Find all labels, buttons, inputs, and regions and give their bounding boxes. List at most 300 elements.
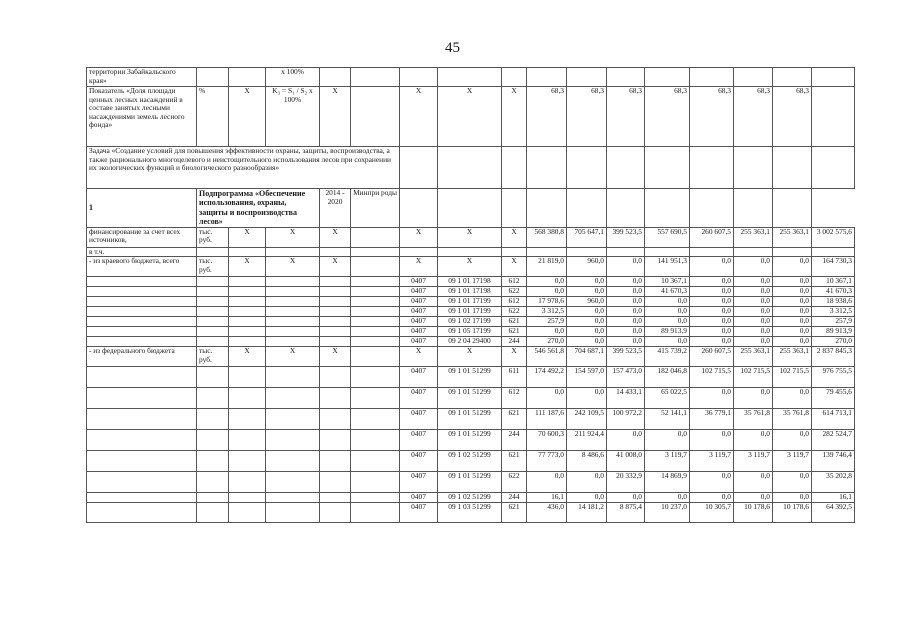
table-cell: 0407 <box>400 493 438 503</box>
table-cell: 399 523,5 <box>607 347 645 367</box>
table-cell: 09 1 01 51299 <box>438 409 502 430</box>
table-cell <box>351 297 400 307</box>
table-cell: 18 938,6 <box>812 297 855 307</box>
table-cell: 68,3 <box>607 87 645 147</box>
table-cell: 0,0 <box>690 430 734 451</box>
table-cell: 244 <box>502 493 527 503</box>
table-cell: 705 647,1 <box>567 227 607 247</box>
table-cell <box>229 409 266 430</box>
table-cell: 612 <box>502 297 527 307</box>
table-cell <box>607 147 645 189</box>
table-cell: 0,0 <box>607 257 645 277</box>
table-cell: 68,3 <box>645 87 690 147</box>
table-cell: 0,0 <box>773 257 812 277</box>
table-cell: 141 951,3 <box>645 257 690 277</box>
table-cell <box>197 327 229 337</box>
table-cell: 100 972,2 <box>607 409 645 430</box>
table-cell <box>351 68 400 87</box>
table-row <box>87 68 855 87</box>
table-cell: X <box>266 257 320 277</box>
table-cell <box>266 327 320 337</box>
table-cell <box>400 189 438 228</box>
table-cell <box>197 367 229 388</box>
table-row <box>87 297 855 307</box>
table-cell: X <box>400 87 438 147</box>
table-cell: X <box>229 257 266 277</box>
table-cell: 41 670,3 <box>812 287 855 297</box>
table-cell: 09 1 01 17199 <box>438 297 502 307</box>
table-cell <box>773 147 812 189</box>
table-cell: 270,0 <box>527 337 567 347</box>
table-cell: 621 <box>502 317 527 327</box>
table-cell: 3 312,5 <box>527 307 567 317</box>
table-cell: X <box>229 227 266 247</box>
table-cell <box>266 297 320 307</box>
table-cell: 09 2 04 29400 <box>438 337 502 347</box>
table-cell <box>734 147 773 189</box>
table-cell <box>645 247 690 257</box>
table-row <box>87 409 855 430</box>
table-row <box>87 367 855 388</box>
table-cell <box>320 367 351 388</box>
table-cell: Подпрограмма «Обеспечение использования, охраны, защиты и воспроизводства лесов» <box>197 189 320 228</box>
table-cell <box>645 68 690 87</box>
table-cell: 0,0 <box>645 430 690 451</box>
table-row <box>87 472 855 493</box>
table-cell: 0,0 <box>773 317 812 327</box>
table-cell: 0,0 <box>607 430 645 451</box>
table-cell <box>351 367 400 388</box>
table-cell <box>320 472 351 493</box>
table-cell <box>773 189 812 228</box>
table-cell: 182 046,8 <box>645 367 690 388</box>
budget-table <box>86 67 855 523</box>
table-cell <box>773 247 812 257</box>
table-cell: 0,0 <box>690 317 734 327</box>
table-row <box>87 287 855 297</box>
table-cell <box>266 287 320 297</box>
table-cell: X <box>320 227 351 247</box>
table-cell <box>567 68 607 87</box>
table-cell <box>266 337 320 347</box>
table-cell <box>229 297 266 307</box>
table-cell: 0,0 <box>527 472 567 493</box>
table-cell: 0,0 <box>645 317 690 327</box>
table-cell <box>87 307 197 317</box>
table-cell: 282 524,7 <box>812 430 855 451</box>
table-cell: 0,0 <box>690 327 734 337</box>
table-cell: 255 363,1 <box>734 227 773 247</box>
table-cell: 09 1 05 17199 <box>438 327 502 337</box>
table-cell: 0,0 <box>607 287 645 297</box>
table-cell: 2014 - 2020 <box>320 189 351 228</box>
table-cell <box>266 430 320 451</box>
table-cell <box>351 227 400 247</box>
table-cell: 8 486,6 <box>567 451 607 472</box>
table-cell: 70 600,3 <box>527 430 567 451</box>
table-cell: 0,0 <box>645 307 690 317</box>
table-cell <box>229 503 266 523</box>
table-cell: 14 181,2 <box>567 503 607 523</box>
table-cell: 622 <box>502 287 527 297</box>
table-cell <box>438 68 502 87</box>
table-cell: X <box>320 87 351 147</box>
table-cell: X <box>266 347 320 367</box>
table-cell: 0,0 <box>527 287 567 297</box>
table-cell: 0,0 <box>734 493 773 503</box>
table-cell <box>502 247 527 257</box>
table-cell <box>266 503 320 523</box>
table-cell: 65 022,5 <box>645 388 690 409</box>
table-cell: 0,0 <box>645 297 690 307</box>
table-cell: 244 <box>502 337 527 347</box>
table-cell: 09 1 01 51299 <box>438 472 502 493</box>
table-cell: 244 <box>502 430 527 451</box>
table-cell: X <box>266 227 320 247</box>
table-cell: 0,0 <box>567 472 607 493</box>
table-cell: 211 924,4 <box>567 430 607 451</box>
table-cell <box>229 68 266 87</box>
table-cell: 154 597,0 <box>567 367 607 388</box>
table-cell: 0,0 <box>607 327 645 337</box>
table-cell <box>197 247 229 257</box>
table-cell: X <box>400 227 438 247</box>
table-cell: 35 202,8 <box>812 472 855 493</box>
table-cell: 621 <box>502 503 527 523</box>
table-cell <box>87 409 197 430</box>
table-cell: 0,0 <box>773 297 812 307</box>
table-cell <box>607 68 645 87</box>
table-row <box>87 451 855 472</box>
table-cell <box>438 247 502 257</box>
table-cell: 111 187,6 <box>527 409 567 430</box>
table-cell <box>229 337 266 347</box>
table-cell <box>87 493 197 503</box>
table-cell <box>812 147 855 189</box>
table-cell: 14 869,9 <box>645 472 690 493</box>
table-cell <box>812 68 855 87</box>
table-cell: 260 607,5 <box>690 227 734 247</box>
table-cell: 0,0 <box>773 277 812 287</box>
table-cell: 36 779,1 <box>690 409 734 430</box>
table-cell: 0407 <box>400 503 438 523</box>
table-cell <box>197 503 229 523</box>
table-cell <box>87 327 197 337</box>
table-cell: 3 002 575,6 <box>812 227 855 247</box>
table-cell: 3 119,7 <box>690 451 734 472</box>
table-cell <box>320 430 351 451</box>
table-cell: 0,0 <box>527 388 567 409</box>
table-cell <box>645 189 690 228</box>
table-cell <box>197 68 229 87</box>
table-cell: 0,0 <box>734 277 773 287</box>
table-cell: 0,0 <box>734 297 773 307</box>
table-cell: 0,0 <box>773 327 812 337</box>
table-cell <box>351 409 400 430</box>
table-cell <box>87 287 197 297</box>
table-row <box>87 257 855 277</box>
table-cell <box>320 307 351 317</box>
table-cell: 8 875,4 <box>607 503 645 523</box>
table-cell: тыс. руб. <box>197 257 229 277</box>
table-cell: 3 119,7 <box>734 451 773 472</box>
table-cell: 0,0 <box>527 277 567 287</box>
table-cell: 64 392,5 <box>812 503 855 523</box>
table-cell <box>351 451 400 472</box>
table-cell <box>87 367 197 388</box>
table-cell: X <box>229 347 266 367</box>
table-cell: 35 761,8 <box>773 409 812 430</box>
table-cell: 614 713,1 <box>812 409 855 430</box>
table-cell: 0,0 <box>734 327 773 337</box>
table-cell: 0,0 <box>567 307 607 317</box>
table-cell: 09 1 03 51299 <box>438 503 502 523</box>
table-cell: 612 <box>502 388 527 409</box>
table-cell: 0,0 <box>773 472 812 493</box>
table-cell <box>502 68 527 87</box>
table-cell <box>400 147 438 189</box>
table-cell: 568 380,8 <box>527 227 567 247</box>
table-cell <box>197 317 229 327</box>
table-cell: 0,0 <box>607 277 645 287</box>
table-cell <box>527 189 567 228</box>
table-cell: 0,0 <box>567 287 607 297</box>
table-cell <box>266 367 320 388</box>
table-row <box>87 430 855 451</box>
table-cell: 3 119,7 <box>773 451 812 472</box>
table-cell: 0,0 <box>734 257 773 277</box>
table-cell: 257,9 <box>527 317 567 327</box>
table-row <box>87 388 855 409</box>
table-cell <box>197 493 229 503</box>
table-cell <box>229 451 266 472</box>
table-cell <box>229 287 266 297</box>
table-cell <box>645 147 690 189</box>
table-cell: 0,0 <box>527 327 567 337</box>
table-cell: 0,0 <box>734 472 773 493</box>
table-cell: 09 1 01 51299 <box>438 430 502 451</box>
table-cell <box>567 189 607 228</box>
table-cell <box>734 68 773 87</box>
table-cell: 622 <box>502 307 527 317</box>
table-cell: 68,3 <box>773 87 812 147</box>
table-cell <box>351 493 400 503</box>
table-cell: 0,0 <box>690 297 734 307</box>
table-cell: 16,1 <box>527 493 567 503</box>
table-cell: 0,0 <box>734 388 773 409</box>
table-cell: 68,3 <box>567 87 607 147</box>
table-cell: 0,0 <box>773 430 812 451</box>
table-cell <box>320 317 351 327</box>
table-cell <box>320 337 351 347</box>
table-cell: 0407 <box>400 327 438 337</box>
table-cell <box>812 87 855 147</box>
table-cell: 20 332,9 <box>607 472 645 493</box>
table-cell: - из федерального бюджета <box>87 347 197 367</box>
table-cell <box>87 317 197 327</box>
table-cell <box>351 317 400 327</box>
table-cell: 10 237,0 <box>645 503 690 523</box>
table-cell: 21 819,0 <box>527 257 567 277</box>
table-cell <box>351 388 400 409</box>
table-cell <box>87 277 197 287</box>
table-cell: 09 1 01 51299 <box>438 367 502 388</box>
table-cell: 0,0 <box>773 307 812 317</box>
table-cell: 0,0 <box>607 297 645 307</box>
table-cell: 0,0 <box>690 388 734 409</box>
table-cell: 242 109,5 <box>567 409 607 430</box>
table-cell <box>229 493 266 503</box>
table-cell <box>266 247 320 257</box>
table-cell <box>197 451 229 472</box>
table-cell: 0,0 <box>773 493 812 503</box>
table-cell: 0,0 <box>567 388 607 409</box>
table-cell <box>351 430 400 451</box>
table-cell: Минпри роды <box>351 189 400 228</box>
table-cell <box>400 247 438 257</box>
table-cell: 0407 <box>400 277 438 287</box>
table-cell <box>229 472 266 493</box>
table-cell: 0,0 <box>645 493 690 503</box>
table-cell: 0407 <box>400 297 438 307</box>
table-cell: 0,0 <box>607 493 645 503</box>
table-cell <box>320 503 351 523</box>
table-cell: 0,0 <box>690 257 734 277</box>
table-cell <box>87 451 197 472</box>
table-cell: 09 1 02 51299 <box>438 493 502 503</box>
table-cell <box>320 287 351 297</box>
table-cell: X <box>502 87 527 147</box>
table-row <box>87 189 855 228</box>
table-cell: 09 1 01 17198 <box>438 277 502 287</box>
table-cell: 960,0 <box>567 297 607 307</box>
table-cell: финансирование за счет всех источников, <box>87 227 197 247</box>
table-cell: X <box>400 257 438 277</box>
table-cell: 10 305,7 <box>690 503 734 523</box>
table-cell: Задача «Создание условий для повышения эффективности охраны, защиты, воспроизводства, а также рационального многоцелевого и неистощительного использования лесов при сохранении их экологических функций и биологического разнообразия» <box>87 147 400 189</box>
table-cell <box>229 388 266 409</box>
table-cell <box>351 503 400 523</box>
table-row <box>87 247 855 257</box>
table-cell: 0,0 <box>567 317 607 327</box>
table-cell <box>197 388 229 409</box>
table-cell: 0407 <box>400 367 438 388</box>
table-cell <box>320 297 351 307</box>
table-cell <box>266 451 320 472</box>
table-cell: 14 433,1 <box>607 388 645 409</box>
table-cell: 255 363,1 <box>773 347 812 367</box>
table-cell: X <box>438 257 502 277</box>
table-cell: 09 1 01 17199 <box>438 307 502 317</box>
table-cell <box>527 68 567 87</box>
table-cell <box>773 68 812 87</box>
table-row <box>87 493 855 503</box>
table-row <box>87 87 855 147</box>
table-row <box>87 503 855 523</box>
table-cell <box>320 493 351 503</box>
table-cell <box>197 472 229 493</box>
table-cell: X <box>502 347 527 367</box>
table-cell: 621 <box>502 451 527 472</box>
table-cell <box>351 287 400 297</box>
table-cell <box>567 147 607 189</box>
table-cell: 0,0 <box>734 307 773 317</box>
table-cell: 0407 <box>400 317 438 327</box>
table-cell <box>351 247 400 257</box>
table-cell <box>197 277 229 287</box>
table-cell <box>351 87 400 147</box>
table-cell: 102 715,5 <box>734 367 773 388</box>
table-cell <box>87 472 197 493</box>
table-cell: 0407 <box>400 388 438 409</box>
table-cell: 621 <box>502 409 527 430</box>
table-cell <box>812 247 855 257</box>
table-cell <box>197 307 229 317</box>
table-cell <box>229 367 266 388</box>
table-cell: 0,0 <box>690 493 734 503</box>
table-cell: 0,0 <box>567 337 607 347</box>
table-cell: 0,0 <box>567 277 607 287</box>
table-cell: Показатель «Доля площади ценных лесных насаждений в составе занятых лесными насаждениями земель лесного фонда» <box>87 87 197 147</box>
table-cell: X <box>438 347 502 367</box>
table-cell: 09 1 02 17199 <box>438 317 502 327</box>
table-cell <box>266 493 320 503</box>
table-cell: 0407 <box>400 430 438 451</box>
table-row <box>87 337 855 347</box>
table-cell: X <box>502 227 527 247</box>
table-cell: 157 473,0 <box>607 367 645 388</box>
table-cell: K₃ = S₁ / S₂ x 100% <box>266 87 320 147</box>
table-cell: тыс. руб. <box>197 347 229 367</box>
page-number: 45 <box>445 40 460 56</box>
table-cell: 0,0 <box>690 337 734 347</box>
table-cell <box>229 247 266 257</box>
table-cell: X <box>229 87 266 147</box>
table-cell <box>351 337 400 347</box>
table-cell: 622 <box>502 472 527 493</box>
table-cell: 0,0 <box>734 337 773 347</box>
table-cell <box>527 147 567 189</box>
table-cell <box>197 297 229 307</box>
table-cell <box>87 297 197 307</box>
table-cell: 0,0 <box>607 317 645 327</box>
table-cell <box>266 307 320 317</box>
table-cell: 41 008,0 <box>607 451 645 472</box>
table-cell: X <box>502 257 527 277</box>
table-cell <box>320 409 351 430</box>
table-cell <box>351 257 400 277</box>
table-cell <box>690 189 734 228</box>
table-cell: 0,0 <box>773 287 812 297</box>
table-cell: х 100% <box>266 68 320 87</box>
table-cell <box>229 430 266 451</box>
table-cell: 611 <box>502 367 527 388</box>
table-cell <box>87 503 197 523</box>
table-cell <box>527 247 567 257</box>
table-cell: 0,0 <box>734 430 773 451</box>
table-cell: X <box>320 347 351 367</box>
table-cell: 09 1 01 17198 <box>438 287 502 297</box>
table-cell: 17 978,6 <box>527 297 567 307</box>
table-cell: 0,0 <box>567 327 607 337</box>
table-cell: 0,0 <box>645 337 690 347</box>
table-cell: 102 715,5 <box>773 367 812 388</box>
table-cell <box>351 307 400 317</box>
table-cell: 10 178,6 <box>734 503 773 523</box>
table-cell: 2 837 845,3 <box>812 347 855 367</box>
table-cell: 0407 <box>400 472 438 493</box>
table-cell: 0,0 <box>734 317 773 327</box>
